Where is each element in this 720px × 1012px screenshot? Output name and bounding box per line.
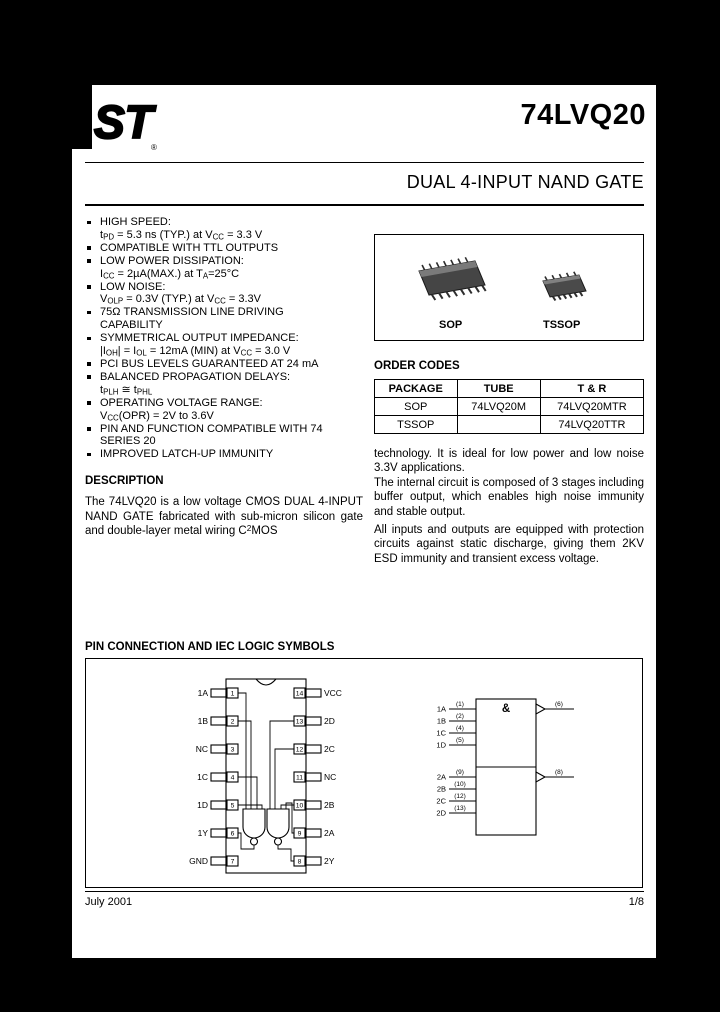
right-column <box>374 234 644 566</box>
header-rule <box>85 162 644 163</box>
pin-number: 7 <box>230 858 235 866</box>
features-list <box>85 216 363 461</box>
feature-line: $I_{CC} = 2\mu A(MAX.)$ at $T_A=25^\circ C$ <box>100 267 240 281</box>
feature-line: $t_{PLH}$ ≅ $t_{PHL}$ <box>100 383 153 397</box>
pin-number: (9) <box>456 769 464 776</box>
footer-page-number: 1/8 <box>628 896 644 908</box>
signal-name: 2A <box>436 772 446 782</box>
pin-section-heading: PIN CONNECTION AND IEC LOGIC SYMBOLS <box>85 641 335 653</box>
table-header-row <box>375 380 644 398</box>
negation-wedge <box>536 772 545 782</box>
pin-number: 8 <box>297 858 302 866</box>
pin-number: 9 <box>297 830 302 838</box>
feature-line: 75Ω TRANSMISSION LINE DRIVING CAPABILITY <box>100 306 284 332</box>
column-header: TUBE <box>457 380 540 398</box>
description-continued <box>374 447 644 566</box>
title-rule <box>85 204 644 206</box>
feature-line: LOW POWER DISSIPATION: <box>100 254 244 267</box>
pin-number: 1 <box>230 690 235 698</box>
table-row <box>375 398 644 416</box>
pin-number: (8) <box>555 769 563 776</box>
scan-border-corner <box>72 85 92 149</box>
nand-gate-2 <box>267 809 289 845</box>
and-function-label: & <box>501 703 511 715</box>
pin-label: 1Y <box>197 828 208 838</box>
feature-line: PIN AND FUNCTION COMPATIBLE WITH 74 SERIES 20 <box>100 422 323 448</box>
footer-rule <box>85 891 644 892</box>
pin-number: (10) <box>454 781 466 788</box>
feature-item <box>85 423 348 449</box>
feature-line: PCI BUS LEVELS GUARANTEED AT 24 mA <box>100 357 319 370</box>
page-title: DUAL 4-INPUT NAND GATE <box>406 172 644 192</box>
sop-package-icon <box>403 249 498 311</box>
pin-number: 3 <box>230 746 235 754</box>
signal-name: 1C <box>436 728 446 738</box>
sop-label: SOP <box>439 319 463 331</box>
signal-name: 2B <box>436 784 446 794</box>
feature-item <box>85 281 348 307</box>
signal-name: 1D <box>436 740 446 750</box>
st-logo <box>92 93 162 158</box>
nand-gate-1 <box>243 809 265 845</box>
feature-line: HIGH SPEED: <box>100 216 171 228</box>
pin-label: GND <box>189 856 208 866</box>
feature-item <box>85 255 348 281</box>
signal-name: 1B <box>436 716 446 726</box>
pin-number: 4 <box>230 774 235 782</box>
table-row <box>375 416 644 434</box>
pin-label: VCC <box>324 688 342 698</box>
column-header: T & R <box>540 380 643 398</box>
iec-gate2-output <box>536 769 574 782</box>
tssop-label: TSSOP <box>543 319 581 331</box>
feature-line: OPERATING VOLTAGE RANGE: <box>100 396 263 409</box>
part-number: 74LVQ20 <box>520 99 646 131</box>
description-paragraph: technology. It is ideal for low power and low noise 3.3V applications. <box>374 448 644 475</box>
pin-number: (6) <box>555 701 563 708</box>
pin-number: (12) <box>454 793 466 800</box>
feature-line: $V_{OLP} = 0.3V$ (TYP.) at $V_{CC} = 3.3V$ <box>100 293 261 307</box>
feature-line: COMPATIBLE WITH TTL OUTPUTS <box>100 241 279 254</box>
left-column <box>85 216 363 539</box>
signal-name: 2D <box>436 808 446 818</box>
description-paragraph: All inputs and outputs are equipped with protection circuits against static discharge, giving them 2KV ESD immunity and transient excess voltage. <box>374 524 644 565</box>
pin-label: 2C <box>324 744 335 754</box>
order-codes-table <box>374 379 644 434</box>
pin-number: 12 <box>295 746 304 754</box>
pin-number: 5 <box>230 802 235 810</box>
internal-wiring <box>238 693 294 861</box>
pin-number: 2 <box>230 718 235 726</box>
footer-date: July 2001 <box>85 896 133 908</box>
pin-label: NC <box>324 772 337 782</box>
iec-gate2-inputs <box>436 769 476 818</box>
description-paragraph: The internal circuit is composed of 3 stages including buffer output, which enables high noise immunity and stable output. <box>374 476 644 518</box>
dip-left-pins <box>189 688 238 866</box>
st-logo-graphic <box>92 93 162 153</box>
pin-number: (5) <box>456 737 464 744</box>
pin-label: 1B <box>197 716 208 726</box>
st-logo-text: ST <box>94 96 153 148</box>
signal-name: 2C <box>436 796 446 806</box>
dip-pinout-diagram <box>171 671 361 881</box>
iec-logic-symbol <box>416 693 606 843</box>
description-paragraph: The 74LVQ20 is a low voltage CMOS DUAL 4-INPUT NAND GATE fabricated with sub-micron silicon gate and double-layer metal wiring $C^2MOS$ <box>85 496 363 538</box>
feature-item <box>85 397 348 423</box>
pin-label: 1D <box>197 800 208 810</box>
pin-number: 14 <box>295 690 304 698</box>
pin-number: 11 <box>295 774 304 782</box>
feature-line: BALANCED PROPAGATION DELAYS: <box>100 370 291 383</box>
pin-number: (2) <box>456 713 464 720</box>
signal-name: 1A <box>436 704 446 714</box>
pin-label: 2Y <box>324 856 335 866</box>
table-cell <box>457 416 540 434</box>
iec-gate1-output <box>536 701 574 714</box>
pin-number: (13) <box>454 805 466 812</box>
pin-label: 1A <box>197 688 208 698</box>
feature-item <box>85 448 348 461</box>
description-heading: DESCRIPTION <box>85 475 164 488</box>
feature-item <box>85 371 348 397</box>
pin-label: 2B <box>324 800 335 810</box>
feature-item <box>85 332 348 358</box>
pin-number: (1) <box>456 701 464 708</box>
pin-number: (4) <box>456 725 464 732</box>
dip-right-pins <box>294 688 342 866</box>
feature-item <box>85 242 348 255</box>
pin-number: 13 <box>295 718 304 726</box>
table-cell: TSSOP <box>375 416 458 434</box>
feature-line: IMPROVED LATCH-UP IMMUNITY <box>100 448 274 461</box>
pin-label: 1C <box>197 772 208 782</box>
pin-label: NC <box>195 744 208 754</box>
tssop-package-icon <box>533 267 595 309</box>
datasheet-page <box>72 85 656 958</box>
pin-label: 2D <box>324 716 335 726</box>
feature-line: $t_{PD} = 5.3$ ns (TYP.) at $V_{CC} = 3.3$ V <box>100 228 263 242</box>
feature-line: LOW NOISE: <box>100 280 166 293</box>
package-notch <box>256 679 276 685</box>
column-header: PACKAGE <box>375 380 458 398</box>
negation-wedge <box>536 704 545 714</box>
table-cell: 74LVQ20TTR <box>540 416 643 434</box>
table-cell: 74LVQ20MTR <box>540 398 643 416</box>
table-cell: SOP <box>375 398 458 416</box>
feature-item <box>85 358 348 371</box>
feature-item <box>85 216 348 242</box>
pin-number: 6 <box>230 830 235 838</box>
iec-gate1-inputs <box>436 701 476 750</box>
table-cell: 74LVQ20M <box>457 398 540 416</box>
order-codes-heading: ORDER CODES <box>374 360 460 372</box>
feature-line: $V_{CC}(OPR) = 2V$ to 3.6V <box>100 409 214 423</box>
pin-number: 10 <box>295 802 304 810</box>
package-drawing-box <box>374 234 644 341</box>
pin-connection-box <box>85 658 643 888</box>
registered-mark: ® <box>151 143 157 152</box>
feature-line: SYMMETRICAL OUTPUT IMPEDANCE: <box>100 332 299 345</box>
feature-item <box>85 306 348 332</box>
pin-label: 2A <box>324 828 335 838</box>
feature-line: $|I_{OH}| = I_{OL} = 12mA$ (MIN) at $V_{CC} = 3.0$ V <box>100 345 291 358</box>
